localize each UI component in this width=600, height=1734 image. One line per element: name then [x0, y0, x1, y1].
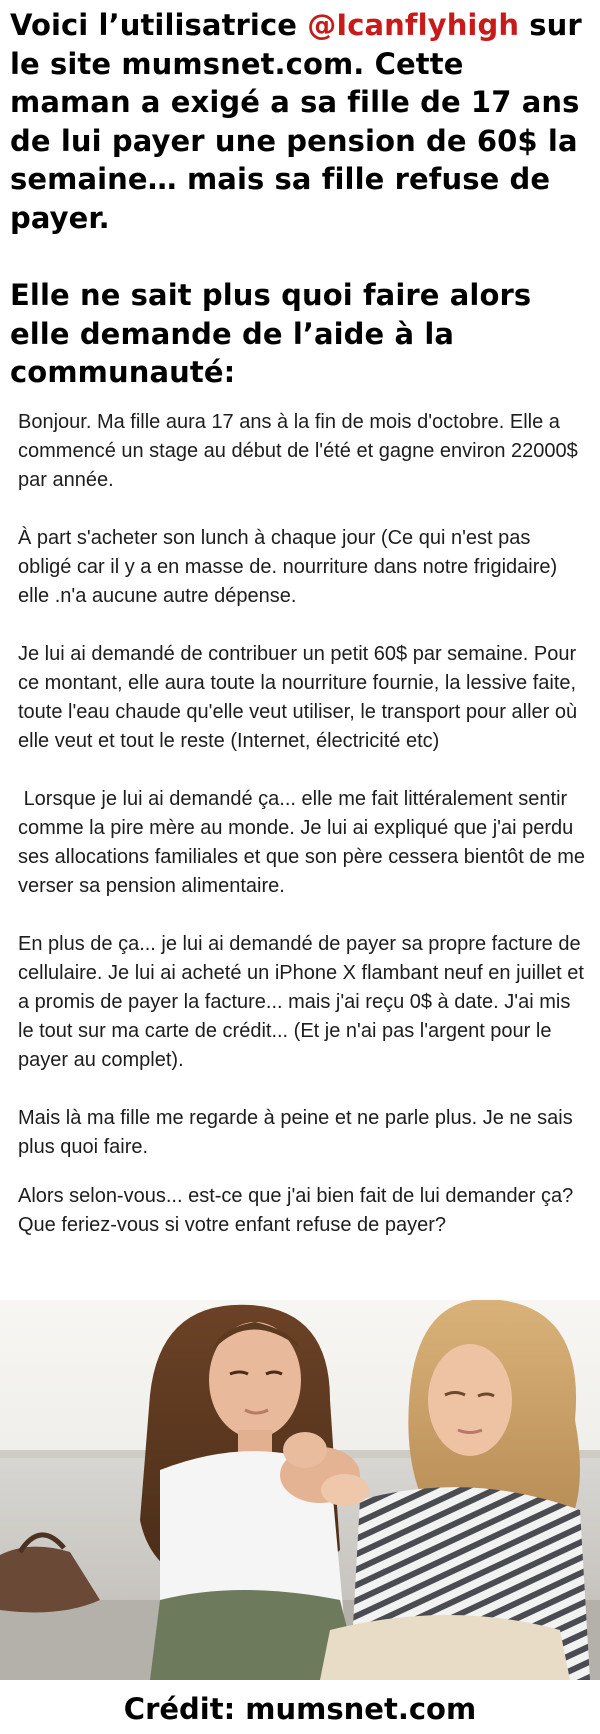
headline-question: Elle ne sait plus quoi faire alors elle demande de l’aide à la communauté:: [10, 278, 532, 389]
username-handle: @Icanflyhigh: [307, 8, 520, 42]
post-paragraph-5: En plus de ça... je lui ai demandé de payer sa propre facture de cellulaire. Je lui ai acheté un iPhone X flambant neuf en juillet et a promis de payer la facture... mais j'ai reçu 0$ à date. J'ai mis le tout sur ma carte de crédit... (Et je n'ai pas l'argent pour le payer au complet).: [18, 933, 584, 1071]
post-paragraph-7: Alors selon-vous... est-ce que j'ai bien fait de lui demander ça? Que feriez-vous si votre enfant refuse de payer?: [18, 1185, 574, 1236]
headline-intro-suffix: sur le site mumsnet.com. Cette maman a exigé a sa fille de 17 ans de lui payer une pension de 60$ la semaine… mais sa fille refuse de payer.: [10, 8, 582, 235]
post-paragraph-1: Bonjour. Ma fille aura 17 ans à la fin de mois d'octobre. Elle a commencé un stage au début de l'été et gagne environ 22000$ par année.: [18, 411, 578, 491]
credit-line: Crédit: mumsnet.com: [123, 1692, 477, 1726]
mother-daughter-photo: [0, 1300, 600, 1680]
post-paragraph-3: Je lui ai demandé de contribuer un petit 60$ par semaine. Pour ce montant, elle aura toute la nourriture fournie, la lessive faite, toute l'eau chaude qu'elle veut utiliser, le transport pour aller où elle veut et tout le reste (Internet, électricité etc): [18, 643, 578, 752]
post-paragraph-4: Lorsque je lui ai demandé ça... elle me fait littéralement sentir comme la pire mère au monde. Je lui ai expliqué que j'ai perdu ses allocations familiales et que son père cessera bientôt de me verser sa pension alimentaire.: [18, 788, 591, 897]
headline-intro: [10, 6, 592, 237]
forum-post-body: [18, 408, 591, 1240]
post-paragraph-2: À part s'acheter son lunch à chaque jour (Ce qui n'est pas obligé car il y a en masse de. nourriture dans notre frigidaire) elle .n'a aucune autre dépense.: [18, 527, 558, 607]
headline-intro-prefix: Voici l’utilisatrice: [10, 8, 308, 42]
post-paragraph-6: Mais là ma fille me regarde à peine et ne parle plus. Je ne sais plus quoi faire.: [18, 1107, 573, 1158]
